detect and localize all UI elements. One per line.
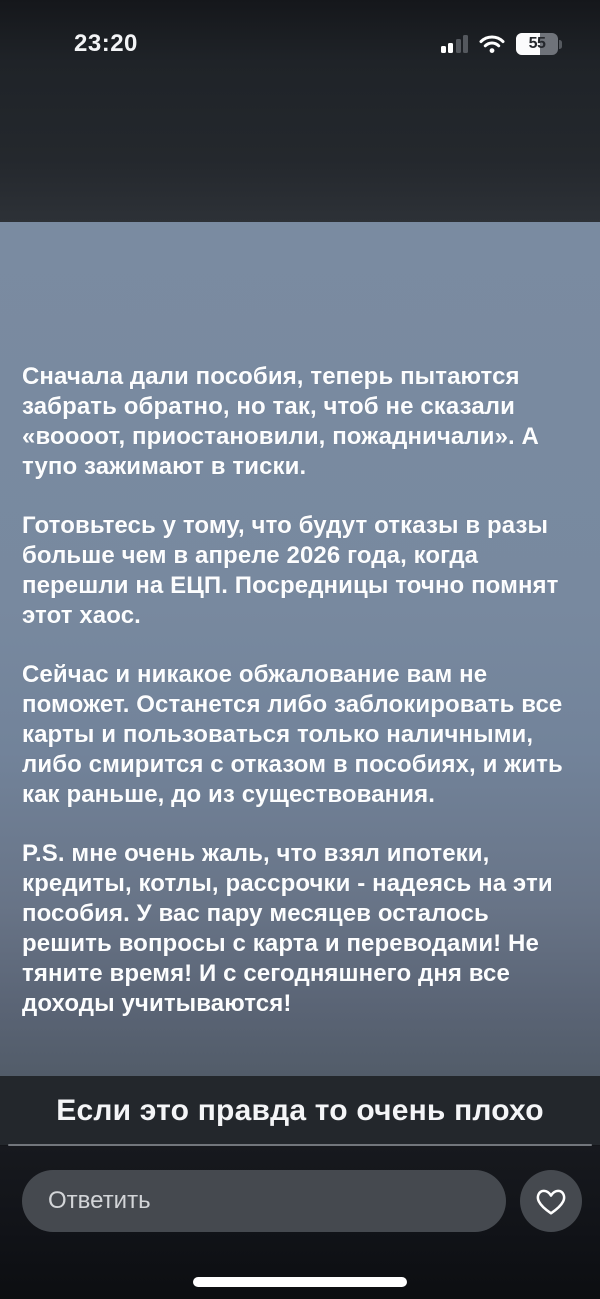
status-time: 23:20 <box>74 30 138 57</box>
status-bar <box>0 24 600 64</box>
story-paragraph: Сначала дали пособия, теперь пытаются забрать обратно, но так, чтоб не сказали «воооот, приостановили, пожадничали». А тупо зажимают в тиски. <box>22 363 539 480</box>
heart-outline-icon <box>535 1186 567 1216</box>
story-paragraph: P.S. мне очень жаль, что взял ипотеки, кредиты, котлы, рассрочки - надеясь на эти пособия. У вас пару месяцев осталось решить вопросы с карта и переводами! Не тяните время! И с сегодняшнего дня все доходы учитываются! <box>22 840 553 1017</box>
cellular-signal-icon <box>441 35 469 53</box>
battery-nub <box>559 40 562 49</box>
like-button[interactable] <box>520 1170 582 1232</box>
wifi-icon <box>479 35 505 54</box>
caption-bar <box>0 1076 600 1145</box>
story-paragraph: Готовьтесь у тому, что будут отказы в разы больше чем в апреле 2026 года, когда перешли на ЕЦП. Посредницы точно помнят этот хаос. <box>22 512 559 629</box>
caption-text: Если это правда то очень плохо <box>56 1093 544 1127</box>
battery-icon <box>516 33 562 55</box>
story-paragraph: Сейчас и никакое обжалование вам не поможет. Останется либо заблокировать все карты и пользоваться только наличными, либо смирится с отказом в пособиях, и жить как раньше, до из существования. <box>22 661 563 808</box>
reply-input[interactable] <box>22 1170 506 1232</box>
story-image[interactable] <box>0 222 600 1076</box>
battery-percent: 55 <box>528 35 546 52</box>
home-indicator[interactable] <box>193 1277 407 1287</box>
status-icons <box>441 33 563 55</box>
